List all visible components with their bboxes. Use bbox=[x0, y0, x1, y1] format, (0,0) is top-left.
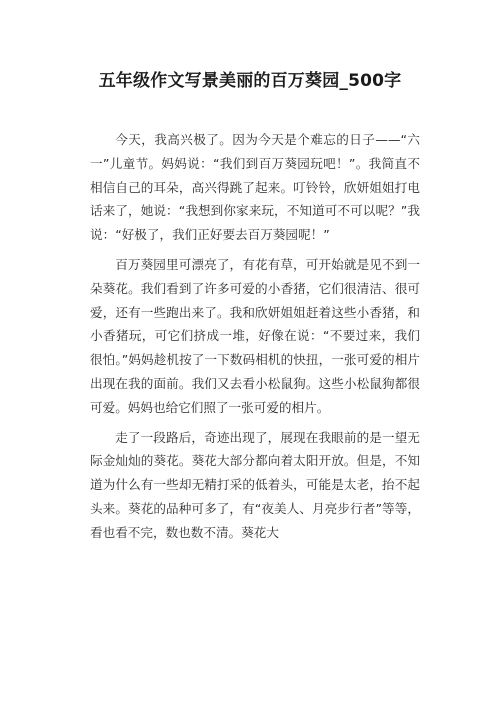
paragraph-3: 走了一段路后，奇迹出现了，展现在我眼前的是一望无际金灿灿的葵花。葵花大部分都向着太阳开放。但是，不知道为什么有一些却无精打采的低着头，可能是太老，抬不起头来。葵花的品种可多了，有“夜美人、月亮步行者”等等，看也看不完，数也数不清。葵花大 bbox=[90, 429, 420, 540]
document-body bbox=[90, 128, 420, 551]
paragraph-2: 百万葵园里可漂亮了，有花有草，可开始就是见不到一朵葵花。我们看到了许多可爱的小香猪，它们很清洁、很可爱，还有一些跑出来了。我和欣妍姐姐赶着这些小香猪，和小香猪玩，可它们挤成一堆，好像在说：“不要过来，我们很怕。”妈妈趁机按了一下数码相机的快扭，一张可爱的相片出现在我的面前。我们又去看小松鼠狗。这些小松鼠狗都很可爱。妈妈也给它们照了一张可爱的相片。 bbox=[90, 256, 420, 415]
paragraph-1: 今天，我高兴极了。因为今天是个难忘的日子——“六一”儿童节。妈妈说：“我们到百万葵园玩吧！”。我简直不相信自己的耳朵，高兴得跳了起来。叮铃铃，欣妍姐姐打电话来了，她说：“我想到你家来玩，不知道可不可以呢？”我说：“好极了，我们正好要去百万葵园呢！” bbox=[90, 132, 420, 243]
document-title: 五年级作文写景美丽的百万葵园_500字 bbox=[98, 71, 402, 91]
